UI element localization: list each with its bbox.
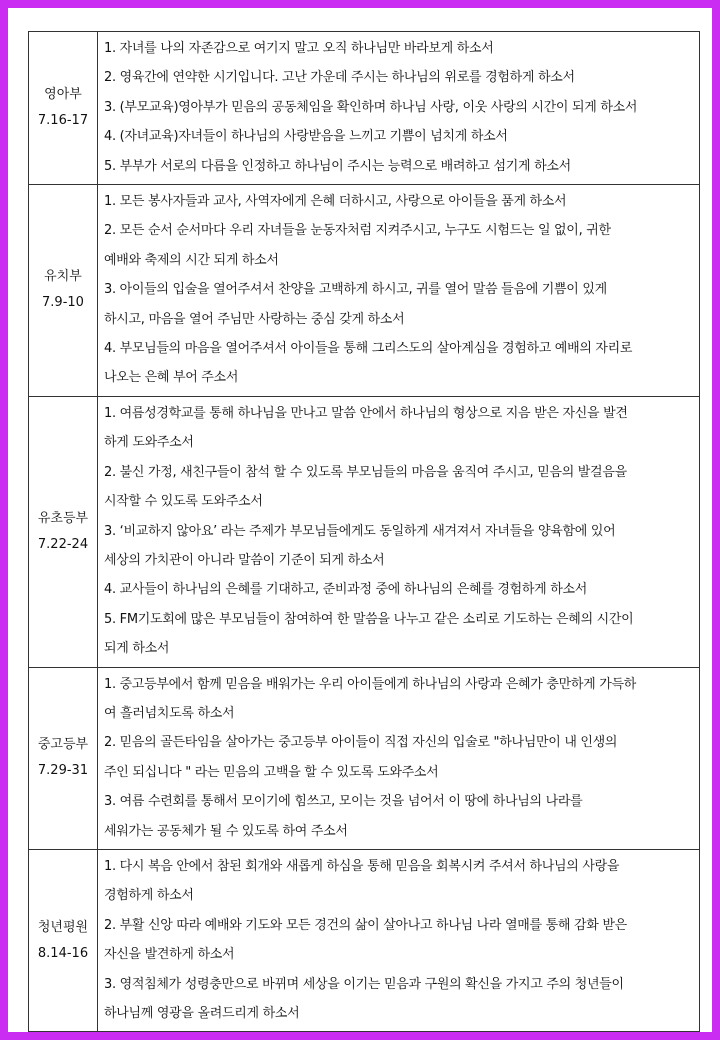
prayer-line: 1. 모든 봉사자들과 교사, 사역자에게 은혜 더하시고, 사랑으로 아이들을 품게 하소서 xyxy=(104,194,567,210)
prayer-line: 세상의 가치관이 아니라 말씀이 기준이 되게 하소서 xyxy=(104,552,385,568)
section-row xyxy=(29,849,700,1031)
prayer-items-cell xyxy=(98,32,700,185)
prayer-line: 2. 믿음의 골든타임을 살아가는 중고등부 아이들이 직접 자신의 입술로 "하나님만이 내 인생의 xyxy=(104,735,618,751)
prayer-line: 3. ‘비교하지 않아요’ 라는 주제가 부모님들에게도 동일하게 새겨져서 자녀들을 양육함에 있어 xyxy=(104,523,616,539)
department-cell xyxy=(29,849,98,1031)
prayer-line: 2. 영육간에 연약한 시기입니다. 고난 가운데 주시는 하나님의 위로를 경험하게 하소서 xyxy=(104,70,575,86)
prayer-table xyxy=(28,31,700,1032)
department-name: 유치부 xyxy=(44,269,82,285)
department-cell xyxy=(29,396,98,667)
prayer-line: 하나님께 영광을 올려드리게 하소서 xyxy=(104,1006,300,1021)
prayer-line: 1. 다시 복음 안에서 참된 회개와 새롭게 하심을 통해 믿음을 회복시켜 주셔서 하나님의 사랑을 xyxy=(104,858,620,874)
prayer-line: 여 흘러넘치도록 하소서 xyxy=(104,705,235,721)
department-cell xyxy=(29,667,98,849)
prayer-line: 5. FM기도회에 많은 부모님들이 참여하여 한 말씀을 나누고 같은 소리로 기도하는 은혜의 시간이 xyxy=(104,611,634,627)
prayer-line: 5. 부부가 서로의 다름을 인정하고 하나님이 주시는 능력으로 배려하고 섬기게 하소서 xyxy=(104,158,571,174)
prayer-items-cell xyxy=(98,849,700,1031)
prayer-line: 3. (부모교육)영아부가 믿음의 공동체임을 확인하며 하나님 사랑, 이웃 사랑의 시간이 되게 하소서 xyxy=(104,99,638,115)
department-date: 7.29-31 xyxy=(37,763,89,779)
department-date: 7.22-24 xyxy=(37,536,89,552)
section-row xyxy=(29,185,700,397)
prayer-line: 3. 여름 수련회를 통해서 모이기에 힘쓰고, 모이는 것을 넘어서 이 땅에 하나님의 나라를 xyxy=(104,794,583,810)
department-cell xyxy=(29,32,98,185)
prayer-line: 2. 불신 가정, 새친구들이 참석 할 수 있도록 부모님들의 마음을 움직여 주시고, 믿음의 발걸음을 xyxy=(104,464,627,480)
prayer-line: 세워가는 공동체가 될 수 있도록 하여 주소서 xyxy=(104,823,348,839)
prayer-line: 3. 아이들의 입술을 열어주셔서 찬양을 고백하게 하시고, 귀를 열어 말씀 들음에 기쁨이 있게 xyxy=(104,282,607,298)
prayer-line: 3. 영적침체가 성령충만으로 바뀌며 세상을 이기는 믿음과 구원의 확신을 가지고 주의 청년들이 xyxy=(104,976,624,992)
section-row xyxy=(29,32,700,185)
prayer-line: 하시고, 마음을 열어 주님만 사랑하는 중심 갖게 하소서 xyxy=(104,311,405,327)
prayer-line: 경험하게 하소서 xyxy=(104,888,194,904)
prayer-line: 하게 도와주소서 xyxy=(104,435,194,451)
department-date: 8.14-16 xyxy=(37,945,89,961)
department-name: 유초등부 xyxy=(37,510,89,526)
prayer-line: 2. 부활 신앙 따라 예배와 기도와 모든 경건의 삶이 살아나고 하나님 나라 열매를 통해 감화 받은 xyxy=(104,917,627,933)
department-date: 7.9-10 xyxy=(42,295,84,311)
prayer-line: 1. 중고등부에서 함께 믿음을 배워가는 우리 아이들에게 하나님의 사랑과 은혜가 충만하게 가득하 xyxy=(104,676,637,692)
department-name: 청년평원 xyxy=(37,919,89,935)
prayer-line: 주인 되십니다 " 라는 믿음의 고백을 할 수 있도록 도와주소서 xyxy=(104,764,439,780)
prayer-line: 나오는 은혜 부어 주소서 xyxy=(104,370,239,386)
section-row xyxy=(29,667,700,849)
prayer-line: 4. 교사들이 하나님의 은혜를 기대하고, 준비과정 중에 하나님의 은혜를 경험하게 하소서 xyxy=(104,582,587,598)
department-date: 7.16-17 xyxy=(37,113,89,129)
prayer-line: 시작할 수 있도록 도와주소서 xyxy=(104,494,263,510)
prayer-items-cell xyxy=(98,667,700,849)
document-page xyxy=(8,8,712,1032)
section-row xyxy=(29,396,700,667)
prayer-items-cell xyxy=(98,396,700,667)
prayer-line: 예배와 축제의 시간 되게 하소서 xyxy=(104,252,279,268)
prayer-line: 자신을 발견하게 하소서 xyxy=(104,947,235,963)
department-name: 영아부 xyxy=(44,87,82,103)
prayer-line: 4. (자녀교육)자녀들이 하나님의 사랑받음을 느끼고 기쁨이 넘치게 하소서 xyxy=(104,129,508,145)
prayer-line: 1. 여름성경학교를 통해 하나님을 만나고 말씀 안에서 하나님의 형상으로 지음 받은 자신을 발견 xyxy=(104,405,628,421)
department-name: 중고등부 xyxy=(37,737,89,753)
prayer-line: 되게 하소서 xyxy=(104,641,170,657)
prayer-line: 2. 모든 순서 순서마다 우리 자녀들을 눈동자처럼 지켜주시고, 누구도 시험드는 일 없이, 귀한 xyxy=(104,223,611,239)
department-cell xyxy=(29,185,98,397)
prayer-line: 4. 부모님들의 마음을 열어주셔서 아이들을 통해 그리스도의 살아계심을 경험하고 예배의 자리로 xyxy=(104,341,633,357)
prayer-items-cell xyxy=(98,185,700,397)
prayer-line: 1. 자녀를 나의 자존감으로 여기지 말고 오직 하나님만 바라보게 하소서 xyxy=(104,41,494,56)
